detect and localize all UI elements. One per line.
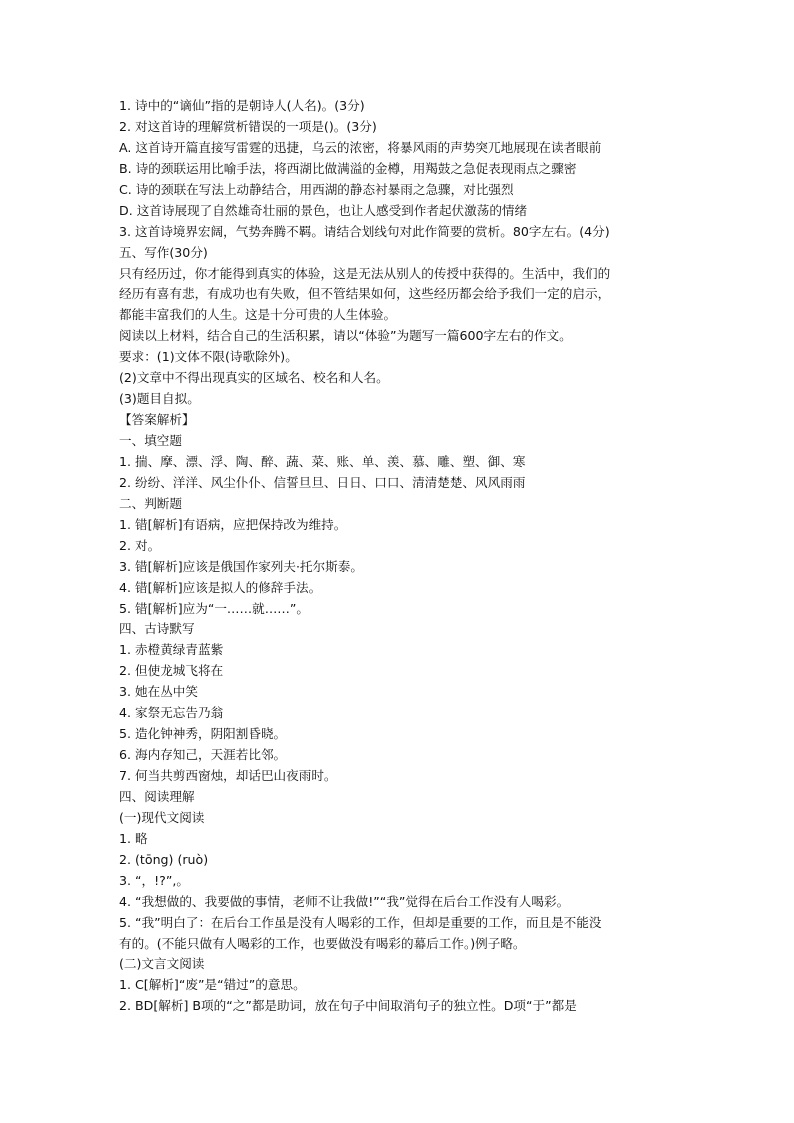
text-line: B. 诗的颈联运用比喻手法，将西湖比做满溢的金樽，用羯鼓之急促表现雨点之骤密	[119, 160, 577, 176]
text-line: 2. 但使龙城飞将在	[119, 663, 224, 679]
text-line: 5. “我”明白了：在后台工作虽是没有人喝彩的工作，但却是重要的工作，而且是不能没	[119, 914, 602, 930]
text-line: 四、古诗默写	[119, 621, 195, 637]
text-line: 五、写作(30分)	[119, 244, 208, 260]
text-line: 要求：(1)文体不限(诗歌除外)。	[119, 349, 298, 365]
text-line: D. 这首诗展现了自然雄奇壮丽的景色，也让人感受到作者起伏激荡的情绪	[119, 202, 528, 218]
text-line: 5. 造化钟神秀，阴阳割昏晓。	[119, 726, 287, 742]
text-line: A. 这首诗开篇直接写雷霆的迅捷，乌云的浓密，将暴风雨的声势突兀地展现在读者眼前	[119, 139, 602, 155]
text-line: 【答案解析】	[119, 412, 195, 428]
text-line: 2. 对。	[119, 537, 161, 553]
text-line: 1. 错[解析]有语病，应把保持改为维持。	[119, 516, 347, 532]
text-line: C. 诗的颈联在写法上动静结合，用西湖的静态衬暴雨之急骤，对比强烈	[119, 181, 514, 197]
text-line: 3. “，!?”,。	[119, 872, 189, 888]
text-line: 3. 她在丛中笑	[119, 684, 198, 700]
text-line: 3. 这首诗境界宏阔，气势奔腾不羁。请结合划线句对此作简要的赏析。80字左右。(4分)	[119, 223, 610, 239]
text-line: (2)文章中不得出现真实的区域名、校名和人名。	[119, 370, 389, 386]
text-line: 4. “我想做的、我要做的事情，老师不让我做!”“我”觉得在后台工作没有人喝彩。	[119, 893, 570, 909]
text-line: 1. 诗中的“谪仙”指的是朝诗人(人名)。(3分)	[119, 98, 365, 113]
text-line: 二、判断题	[119, 495, 182, 511]
text-line: 7. 何当共剪西窗烛，却话巴山夜雨时。	[119, 768, 337, 783]
text-line: 经历有喜有悲，有成功也有失败，但不管结果如何，这些经历都会给予我们一定的启示，	[119, 286, 611, 302]
text-line: 一、填空题	[119, 433, 182, 448]
text-line: 6. 海内存知己，天涯若比邻。	[119, 747, 287, 763]
text-line: 2. 对这首诗的理解赏析错误的一项是()。(3分)	[119, 118, 377, 134]
text-line: 5. 错[解析]应为“一……就……”。	[119, 600, 310, 616]
text-line: 3. 错[解析]应该是俄国作家列夫·托尔斯泰。	[119, 558, 363, 574]
text-line: 有的。(不能只做有人喝彩的工作，也要做没有喝彩的幕后工作。)例子略。	[119, 935, 526, 951]
text-line: (3)题目自拟。	[119, 391, 200, 407]
text-line: 1. 揣、摩、漂、浮、陶、醉、蔬、菜、账、单、羡、慕、雕、塑、御、寒	[119, 453, 526, 469]
text-line: 1. C[解析]“废”是“错过”的意思。	[119, 977, 306, 993]
text-line: (一)现代文阅读	[119, 809, 205, 825]
document-page	[119, 96, 684, 1017]
text-line: 2. 纷纷、洋洋、风尘仆仆、信誓旦旦、日日、口口、清清楚楚、风风雨雨	[119, 474, 526, 490]
text-line: 4. 错[解析]应该是拟人的修辞手法。	[119, 579, 322, 595]
text-line: 2. BD[解析] B项的“之”都是助词，放在句子中间取消句子的独立性。D项“于”都是	[119, 998, 577, 1014]
text-line: 只有经历过，你才能得到真实的体验，这是无法从别人的传授中获得的。生活中，我们的	[119, 265, 611, 281]
text-line: 1. 赤橙黄绿青蓝紫	[119, 642, 224, 658]
text-line: 都能丰富我们的人生。这是十分可贵的人生体验。	[119, 307, 397, 323]
text-line: 4. 家祭无忘告乃翁	[119, 705, 224, 721]
text-line: 1. 略	[119, 830, 148, 846]
text-line: 2. (tōng) (ruò)	[119, 851, 209, 867]
text-line: (二)文言文阅读	[119, 956, 205, 972]
text-line: 阅读以上材料，结合自己的生活积累，请以“体验”为题写一篇600字左右的作文。	[119, 328, 572, 344]
text-line: 四、阅读理解	[119, 788, 195, 804]
